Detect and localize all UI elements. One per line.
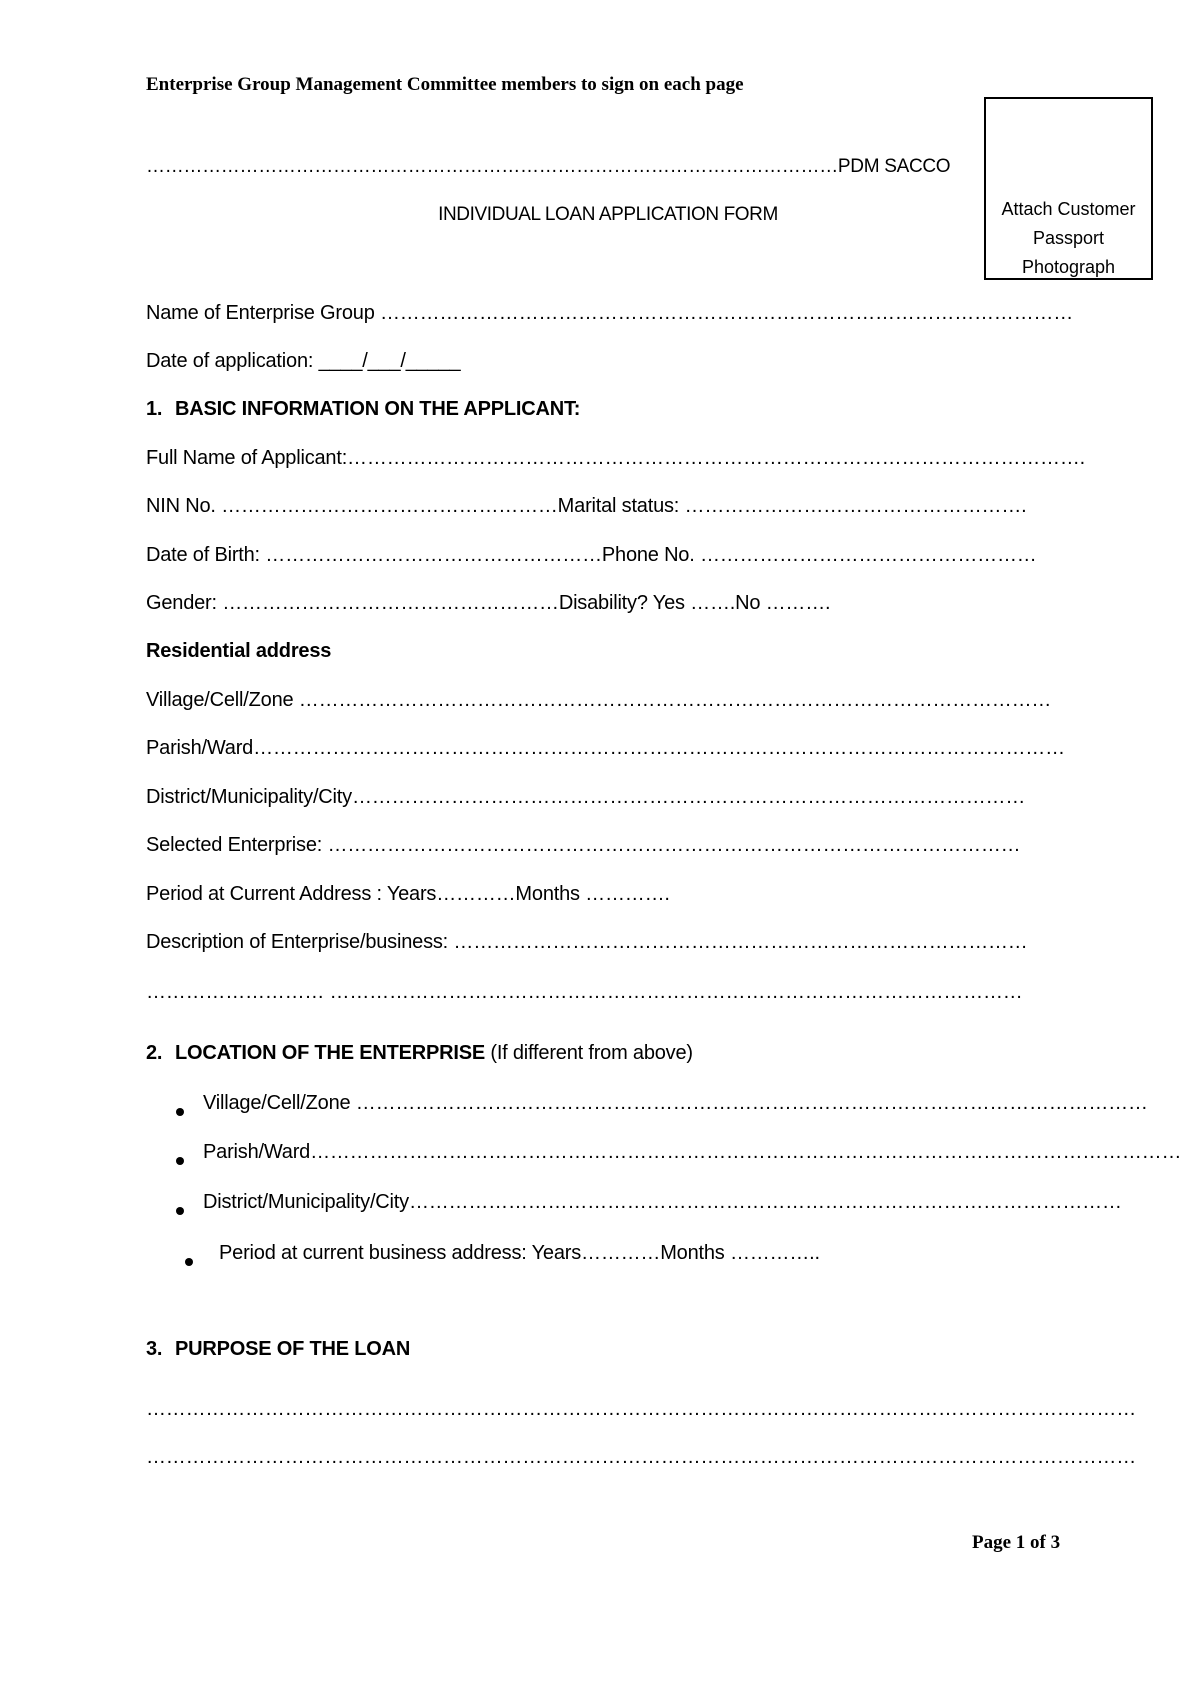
dob-phone-field: Date of Birth: ……………………………………………Phone No. …………………………………………… bbox=[146, 544, 1037, 566]
district-field: District/Municipality/City………………………………………………………………………………………… bbox=[146, 786, 1026, 808]
section-2-heading bbox=[146, 1042, 693, 1065]
full-name-field: Full Name of Applicant:…………………………………………………………………………………………………. bbox=[146, 447, 1086, 469]
passport-photo-box bbox=[984, 97, 1153, 280]
section-3-number: 3. bbox=[146, 1338, 163, 1360]
parish-field: Parish/Ward…………………………………………………………………………………………………………… bbox=[146, 737, 1065, 759]
nin-marital-field: NIN No. ……………………………………………Marital status: ……………………………………………. bbox=[146, 495, 1027, 517]
selected-enterprise-field: Selected Enterprise: …………………………………………………………………………………………… bbox=[146, 834, 1021, 856]
section-1-heading bbox=[146, 398, 580, 421]
date-of-application-field: Date of application: ____/___/_____ bbox=[146, 350, 461, 372]
section-3-title: PURPOSE OF THE LOAN bbox=[175, 1338, 411, 1360]
bullet-icon bbox=[176, 1108, 184, 1116]
bullet-icon bbox=[176, 1207, 184, 1215]
enterprise-description-field: Description of Enterprise/business: …………………………………………………………………………… bbox=[146, 931, 1028, 953]
section-2-title: LOCATION OF THE ENTERPRISE bbox=[175, 1042, 485, 1064]
bullet-icon bbox=[185, 1258, 193, 1266]
bullet-icon bbox=[176, 1157, 184, 1165]
period-at-address-field: Period at Current Address : Years…………Months …………. bbox=[146, 883, 670, 905]
form-title: INDIVIDUAL LOAN APPLICATION FORM bbox=[438, 204, 778, 225]
business-village-field: Village/Cell/Zone ………………………………………………………………………………………………………… bbox=[203, 1092, 1148, 1114]
section-1-number: 1. bbox=[146, 398, 163, 420]
business-period-field: Period at current business address: Years…………Months ………….. bbox=[219, 1242, 820, 1264]
section-2-number: 2. bbox=[146, 1042, 163, 1064]
enterprise-group-field: Name of Enterprise Group …………………………………………………………………………………………… bbox=[146, 302, 1073, 324]
section-2-subtitle: (If different from above) bbox=[485, 1042, 693, 1064]
purpose-line-2: …………………………………………………………………………………………………………………………………… bbox=[146, 1446, 1137, 1468]
enterprise-description-continuation: ……………………… …………………………………………………………………………………………… bbox=[146, 981, 1023, 1003]
village-field: Village/Cell/Zone …………………………………………………………………………………………………… bbox=[146, 689, 1052, 711]
page-number: Page 1 of 3 bbox=[972, 1532, 1061, 1553]
business-parish-field: Parish/Ward…………………………………………………………………………………………………………………… bbox=[203, 1141, 1182, 1163]
gender-disability-field: Gender: ……………………………………………Disability? Yes …….No ………. bbox=[146, 592, 831, 614]
business-district-field: District/Municipality/City……………………………………………………………………………………………… bbox=[203, 1191, 1122, 1213]
residential-address-heading: Residential address bbox=[146, 640, 332, 662]
sacco-name-line: …………………………………………………………………………………………………PDM SACCO bbox=[146, 156, 951, 177]
purpose-line-1: …………………………………………………………………………………………………………………………………… bbox=[146, 1398, 1137, 1420]
section-1-title: BASIC INFORMATION ON THE APPLICANT: bbox=[175, 398, 581, 420]
section-3-heading bbox=[146, 1338, 410, 1361]
passport-photo-label: Attach Customer Passport Photograph bbox=[1001, 199, 1136, 277]
signing-instruction: Enterprise Group Management Committee members to sign on each page bbox=[146, 74, 744, 95]
